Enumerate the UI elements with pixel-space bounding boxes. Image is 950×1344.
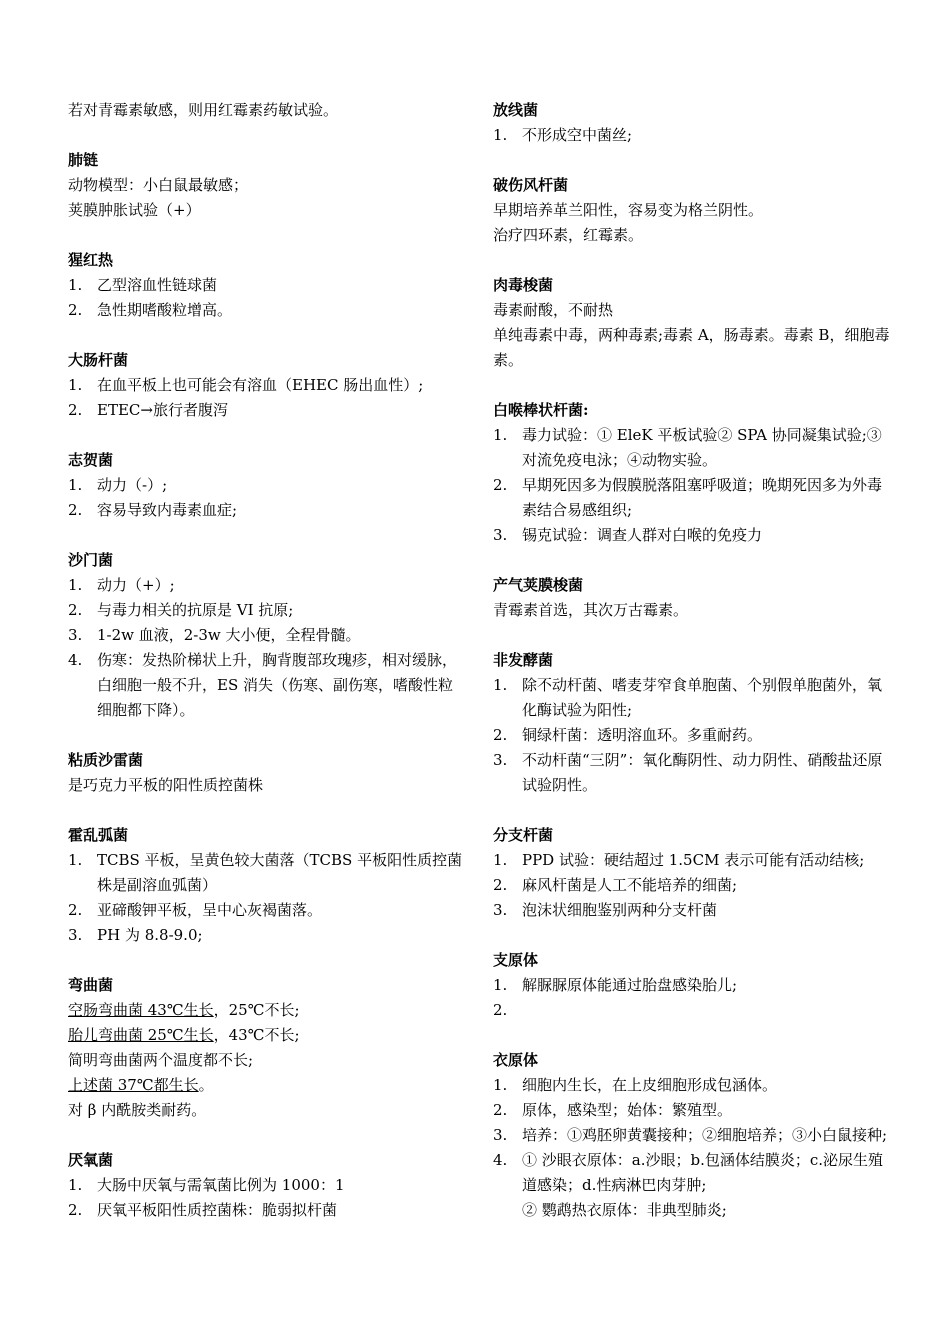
section xyxy=(493,173,893,248)
numbered-list xyxy=(68,573,465,723)
list-item xyxy=(493,673,893,723)
text-line xyxy=(68,1073,465,1098)
text-line xyxy=(68,773,465,798)
item-text: 原体，感染型；始体：繁殖型。 xyxy=(522,1101,733,1119)
right-column xyxy=(493,98,893,1248)
section-heading: 志贺菌 xyxy=(68,451,114,469)
item-text: 除不动杆菌、嗜麦芽窄食单胞菌、个别假单胞菌外，氧化酶试验为阳性; xyxy=(522,676,883,719)
item-number: 2. xyxy=(493,726,508,744)
line-text: 早期培养革兰阳性，容易变为格兰阴性。 xyxy=(493,201,764,219)
section-heading: 大肠杆菌 xyxy=(68,351,129,369)
item-number: 2. xyxy=(493,476,508,494)
section xyxy=(493,948,893,1023)
list-item xyxy=(493,423,893,473)
list-item xyxy=(68,498,465,523)
list-item xyxy=(68,648,465,723)
item-number: 3. xyxy=(68,926,83,944)
list-item xyxy=(493,523,893,548)
item-number: 2. xyxy=(68,601,83,619)
item-text: 毒力试验：① EleK 平板试验② SPA 协同凝集试验;③对流免疫电泳；④动物实验。 xyxy=(522,426,882,469)
item-number: 3. xyxy=(493,1126,508,1144)
text-line xyxy=(493,298,893,323)
section-heading: 产气荚膜梭菌 xyxy=(493,576,584,594)
numbered-list xyxy=(493,673,893,798)
section xyxy=(68,823,465,948)
list-item xyxy=(493,1098,893,1123)
item-text: 与毒力相关的抗原是 VI 抗原; xyxy=(97,601,294,619)
list-item xyxy=(68,623,465,648)
section xyxy=(68,98,465,123)
section xyxy=(68,973,465,1123)
item-number: 2. xyxy=(493,1001,508,1019)
section xyxy=(493,823,893,923)
item-number: 1. xyxy=(493,851,508,869)
section-heading: 厌氧菌 xyxy=(68,1151,114,1169)
numbered-list xyxy=(493,1073,893,1223)
item-number: 1. xyxy=(493,976,508,994)
item-number: 4. xyxy=(68,651,83,669)
line-text: 毒素耐酸，不耐热 xyxy=(493,301,614,319)
item-text: 1-2w 血液，2-3w 大小便，全程骨髓。 xyxy=(97,626,361,644)
item-number: 2. xyxy=(493,876,508,894)
section-heading: 白喉棒状杆菌: xyxy=(493,401,589,419)
numbered-list xyxy=(493,423,893,548)
item-text: TCBS 平板，呈黄色较大菌落（TCBS 平板阳性质控菌株是副溶血弧菌） xyxy=(97,851,463,894)
item-text: 铜绿杆菌：透明溶血环。多重耐药。 xyxy=(522,726,763,744)
line-text: 。 xyxy=(198,1076,214,1094)
item-text: 泡沫状细胞鉴别两种分支杆菌 xyxy=(522,901,718,919)
item-number: 3. xyxy=(68,626,83,644)
list-item xyxy=(493,1123,893,1148)
list-item xyxy=(493,723,893,748)
item-text: ETEC→旅行者腹泻 xyxy=(97,401,228,419)
numbered-list xyxy=(68,1173,465,1223)
section xyxy=(68,548,465,723)
line-text: 简明弯曲菌两个温度都不长; xyxy=(68,1051,254,1069)
line-text: 是巧克力平板的阳性质控菌株 xyxy=(68,776,264,794)
line-text: 青霉素首选，其次万古霉素。 xyxy=(493,601,689,619)
line-text: 若对青霉素敏感，则用红霉素药敏试验。 xyxy=(68,101,339,119)
list-item xyxy=(493,748,893,798)
text-line xyxy=(68,1098,465,1123)
item-number: 1. xyxy=(68,376,83,394)
section xyxy=(68,1148,465,1223)
list-item xyxy=(493,123,893,148)
line-text: ，43℃不长; xyxy=(213,1026,300,1044)
line-text: 荚膜肿胀试验（+） xyxy=(68,201,201,219)
item-number: 2. xyxy=(68,1201,83,1219)
item-text: 亚碲酸钾平板，呈中心灰褐菌落。 xyxy=(97,901,323,919)
item-number: 3. xyxy=(493,751,508,769)
text-line xyxy=(493,598,893,623)
item-number: 2. xyxy=(493,1101,508,1119)
numbered-list xyxy=(493,123,893,148)
item-text: 锡克试验：调查人群对白喉的免疫力 xyxy=(522,526,763,544)
item-text: 解脲脲原体能通过胎盘感染胎儿; xyxy=(522,976,738,994)
item-number: 1. xyxy=(493,426,508,444)
section-heading: 分支杆菌 xyxy=(493,826,554,844)
item-number: 2. xyxy=(68,901,83,919)
list-item xyxy=(68,848,465,898)
item-text: 麻风杆菌是人工不能培养的细菌; xyxy=(522,876,738,894)
item-text: PPD 试验：硬结超过 1.5CM 表示可能有活动结核; xyxy=(522,851,865,869)
item-number: 4. xyxy=(493,1151,508,1169)
item-number: 2. xyxy=(68,301,83,319)
text-line xyxy=(68,98,465,123)
line-text: 动物模型：小白鼠最敏感； xyxy=(68,176,249,194)
item-number: 1. xyxy=(493,1076,508,1094)
item-number: 1. xyxy=(493,126,508,144)
item-text: 早期死因多为假膜脱落阻塞呼吸道；晚期死因多为外毒素结合易感组织; xyxy=(522,476,883,519)
list-item xyxy=(493,1073,893,1098)
text-line xyxy=(493,198,893,223)
list-item xyxy=(493,998,893,1023)
section xyxy=(493,1048,893,1223)
list-item xyxy=(68,273,465,298)
section-heading: 肉毒梭菌 xyxy=(493,276,554,294)
section xyxy=(493,648,893,798)
section-heading: 猩红热 xyxy=(68,251,114,269)
section-heading: 破伤风杆菌 xyxy=(493,176,569,194)
item-number: 1. xyxy=(68,476,83,494)
item-text: 乙型溶血性链球菌 xyxy=(97,276,218,294)
text-line xyxy=(68,173,465,198)
line-text: 对 β 内酰胺类耐药。 xyxy=(68,1101,207,1119)
text-line xyxy=(493,323,893,373)
list-item xyxy=(68,1173,465,1198)
section-heading: 支原体 xyxy=(493,951,539,969)
section xyxy=(68,348,465,423)
list-item xyxy=(68,1198,465,1223)
list-item xyxy=(68,398,465,423)
list-item xyxy=(68,923,465,948)
section xyxy=(68,248,465,323)
numbered-list xyxy=(68,848,465,948)
item-text: 容易导致内毒素血症; xyxy=(97,501,238,519)
section xyxy=(493,273,893,373)
list-item xyxy=(68,598,465,623)
text-line xyxy=(68,998,465,1023)
item-number: 1. xyxy=(68,576,83,594)
section xyxy=(68,148,465,223)
list-item xyxy=(68,898,465,923)
list-item xyxy=(493,848,893,873)
item-text: 急性期嗜酸粒增高。 xyxy=(97,301,233,319)
item-number: 2. xyxy=(68,501,83,519)
item-text-part: ② 鹦鹉热衣原体：非典型肺炎; xyxy=(522,1201,727,1219)
item-number: 1. xyxy=(68,851,83,869)
left-column xyxy=(68,98,465,1248)
text-line xyxy=(68,198,465,223)
line-text: 单纯毒素中毒，两种毒素;毒素 A，肠毒素。毒素 B，细胞毒素。 xyxy=(493,326,890,369)
item-text: 厌氧平板阳性质控菌株：脆弱拟杆菌 xyxy=(97,1201,338,1219)
item-text: 大肠中厌氧与需氧菌比例为 1000：1 xyxy=(97,1176,345,1194)
list-item xyxy=(493,873,893,898)
item-text: 不形成空中菌丝; xyxy=(522,126,633,144)
item-number: 1. xyxy=(68,276,83,294)
list-item xyxy=(68,573,465,598)
section-heading: 非发酵菌 xyxy=(493,651,554,669)
section-heading: 弯曲菌 xyxy=(68,976,114,994)
numbered-list xyxy=(68,373,465,423)
numbered-list xyxy=(493,848,893,923)
section xyxy=(68,748,465,798)
section-heading: 粘质沙雷菌 xyxy=(68,751,144,769)
item-text: PH 为 8.8-9.0; xyxy=(97,926,203,944)
section-heading: 沙门菌 xyxy=(68,551,114,569)
list-item xyxy=(493,1148,893,1223)
list-item xyxy=(68,298,465,323)
section-heading: 霍乱弧菌 xyxy=(68,826,129,844)
item-number: 1. xyxy=(68,1176,83,1194)
underlined-text: 胎儿弯曲菌 25℃生长 xyxy=(68,1026,214,1044)
line-text: ，25℃不长; xyxy=(213,1001,300,1019)
underlined-text: 空肠弯曲菌 43℃生长 xyxy=(68,1001,214,1019)
section-heading: 放线菌 xyxy=(493,101,539,119)
numbered-list xyxy=(68,273,465,323)
section-heading: 衣原体 xyxy=(493,1051,539,1069)
list-item xyxy=(68,473,465,498)
item-text: 动力（+）; xyxy=(97,576,175,594)
item-number: 3. xyxy=(493,526,508,544)
numbered-list xyxy=(493,973,893,1023)
list-item xyxy=(493,898,893,923)
line-text: 治疗四环素，红霉素。 xyxy=(493,226,644,244)
item-text: 伤寒：发热阶梯状上升，胸背腹部玫瑰疹，相对缓脉，白细胞一般不升，ES 消失（伤寒、副伤寒，嗜酸性粒细胞都下降）。 xyxy=(97,651,458,719)
item-text: 动力（-）; xyxy=(97,476,168,494)
item-text: 细胞内生长，在上皮细胞形成包涵体。 xyxy=(522,1076,778,1094)
section xyxy=(493,398,893,548)
item-number: 1. xyxy=(493,676,508,694)
item-text: 不动杆菌“三阴”：氧化酶阴性、动力阴性、硝酸盐还原试验阴性。 xyxy=(522,751,883,794)
list-item xyxy=(68,373,465,398)
text-line xyxy=(68,1048,465,1073)
item-number: 3. xyxy=(493,901,508,919)
section xyxy=(68,448,465,523)
list-item xyxy=(493,973,893,998)
item-text: 在血平板上也可能会有溶血（EHEC 肠出血性）; xyxy=(97,376,424,394)
section xyxy=(493,573,893,623)
list-item xyxy=(493,473,893,523)
item-text-part: ① 沙眼衣原体：a.沙眼；b.包涵体结膜炎；c.泌尿生殖道感染；d.性病淋巴肉芽肿; xyxy=(522,1151,884,1194)
underlined-text: 上述菌 37℃都生长 xyxy=(68,1076,199,1094)
numbered-list xyxy=(68,473,465,523)
section xyxy=(493,98,893,148)
text-line xyxy=(68,1023,465,1048)
item-number: 2. xyxy=(68,401,83,419)
text-line xyxy=(493,223,893,248)
item-text: 培养：①鸡胚卵黄囊接种；②细胞培养；③小白鼠接种; xyxy=(522,1126,888,1144)
section-heading: 肺链 xyxy=(68,151,99,169)
